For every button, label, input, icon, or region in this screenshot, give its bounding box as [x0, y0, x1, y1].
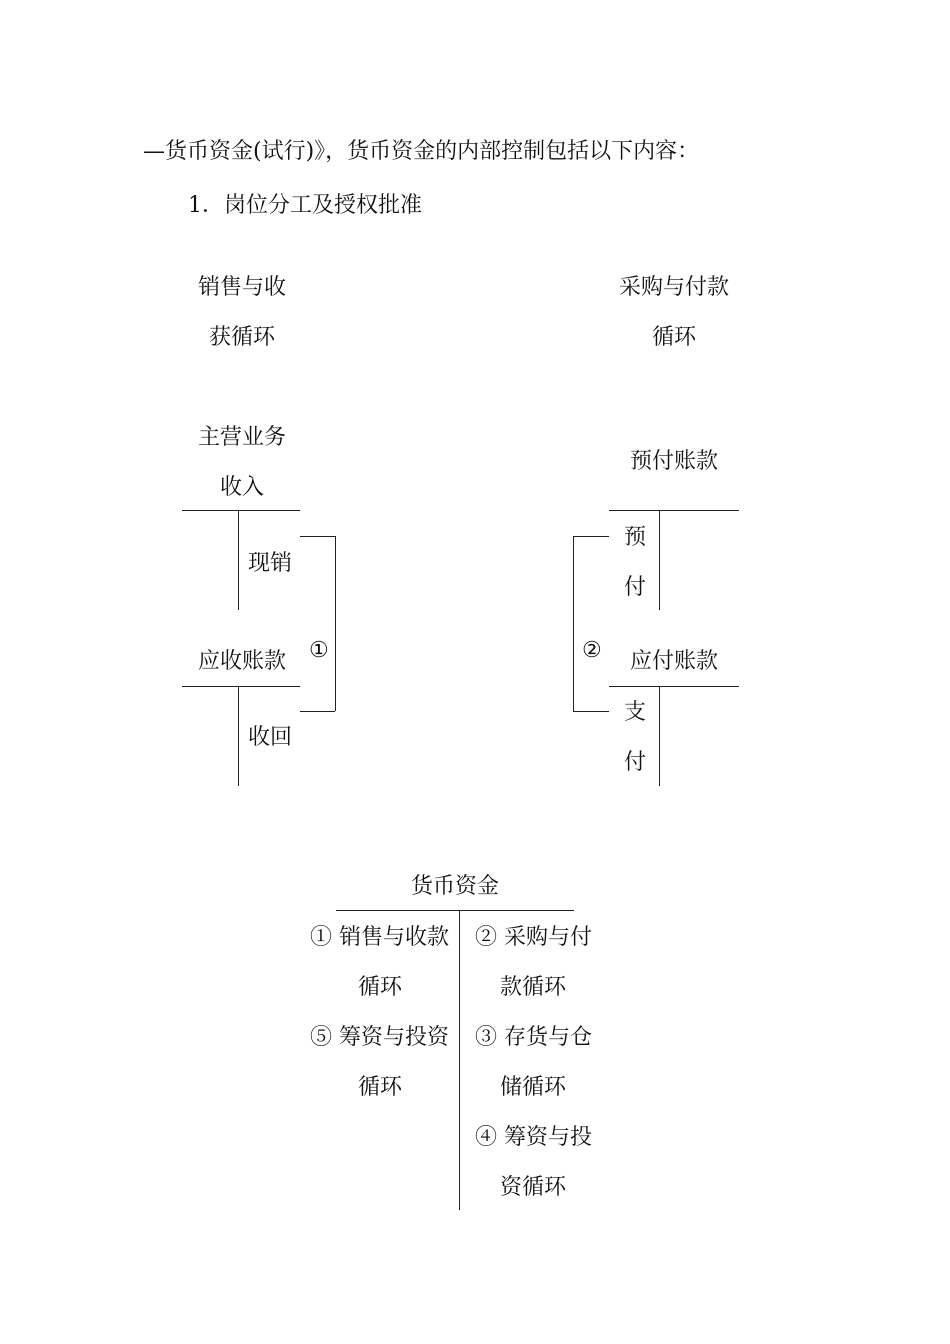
- right-bracket-top: [573, 536, 609, 537]
- right-account1-entry-line-1: 预: [624, 525, 647, 550]
- right-account2-entry-line-1: 支: [624, 700, 647, 725]
- left-account1-t-horizontal: [182, 510, 300, 511]
- left-account1-entry: 现销: [248, 551, 293, 576]
- cash-credit-item-1-line-2: 款循环: [500, 975, 567, 1000]
- right-account2-t-horizontal: [609, 686, 739, 687]
- right-account1-entry-line-2: 付: [624, 575, 647, 600]
- left-cycle-title-line-1: 销售与收: [197, 275, 286, 300]
- left-bracket-vertical: [335, 536, 336, 711]
- left-bracket-bottom: [300, 711, 335, 712]
- intro-line-2: 1．岗位分工及授权批准: [188, 193, 422, 218]
- left-account2-t-horizontal: [182, 686, 300, 687]
- cash-credit-item-3-line-2: 资循环: [500, 1175, 567, 1200]
- cash-credit-item-2-line-2: 储循环: [500, 1075, 567, 1100]
- cash-debit-item-2-line-1: ⑤ 筹资与投资: [310, 1025, 449, 1050]
- right-account1-title: 预付账款: [629, 449, 718, 474]
- right-account2-title: 应付账款: [629, 649, 718, 674]
- right-account1-t-vertical: [659, 510, 660, 610]
- left-bracket-top: [300, 536, 335, 537]
- right-bracket-vertical: [573, 536, 574, 711]
- left-cycle-title-line-2: 获循环: [208, 325, 275, 350]
- right-account2-t-vertical: [659, 686, 660, 786]
- cash-account-t-vertical: [459, 910, 460, 1210]
- cash-account-t-horizontal: [336, 910, 574, 911]
- left-account1-title-line-1: 主营业务: [197, 425, 286, 450]
- cash-debit-item-1-line-1: ① 销售与收款: [310, 925, 449, 950]
- left-account2-entry: 收回: [248, 725, 293, 750]
- right-account1-t-horizontal: [609, 510, 739, 511]
- right-cycle-title-line-2: 循环: [651, 325, 696, 350]
- left-account1-t-vertical: [238, 510, 239, 610]
- left-account2-title: 应收账款: [197, 649, 286, 674]
- cash-debit-item-1-line-2: 循环: [358, 975, 403, 1000]
- left-cycle-marker: ①: [309, 638, 329, 663]
- cash-credit-item-2-line-1: ③ 存货与仓: [475, 1025, 592, 1050]
- left-account1-title-line-2: 收入: [219, 475, 264, 500]
- cash-debit-item-2-line-2: 循环: [358, 1075, 403, 1100]
- cash-credit-item-3-line-1: ④ 筹资与投: [475, 1125, 592, 1150]
- right-account2-entry-line-2: 付: [624, 750, 647, 775]
- right-cycle-title-line-1: 采购与付款: [618, 275, 729, 300]
- right-bracket-bottom: [573, 711, 609, 712]
- cash-credit-item-1-line-1: ② 采购与付: [475, 925, 592, 950]
- right-cycle-marker: ②: [582, 638, 602, 663]
- cash-account-title: 货币资金: [410, 874, 499, 899]
- intro-line-1: —货币资金(试行)》，货币资金的内部控制包括以下内容：: [143, 139, 700, 164]
- left-account2-t-vertical: [238, 686, 239, 786]
